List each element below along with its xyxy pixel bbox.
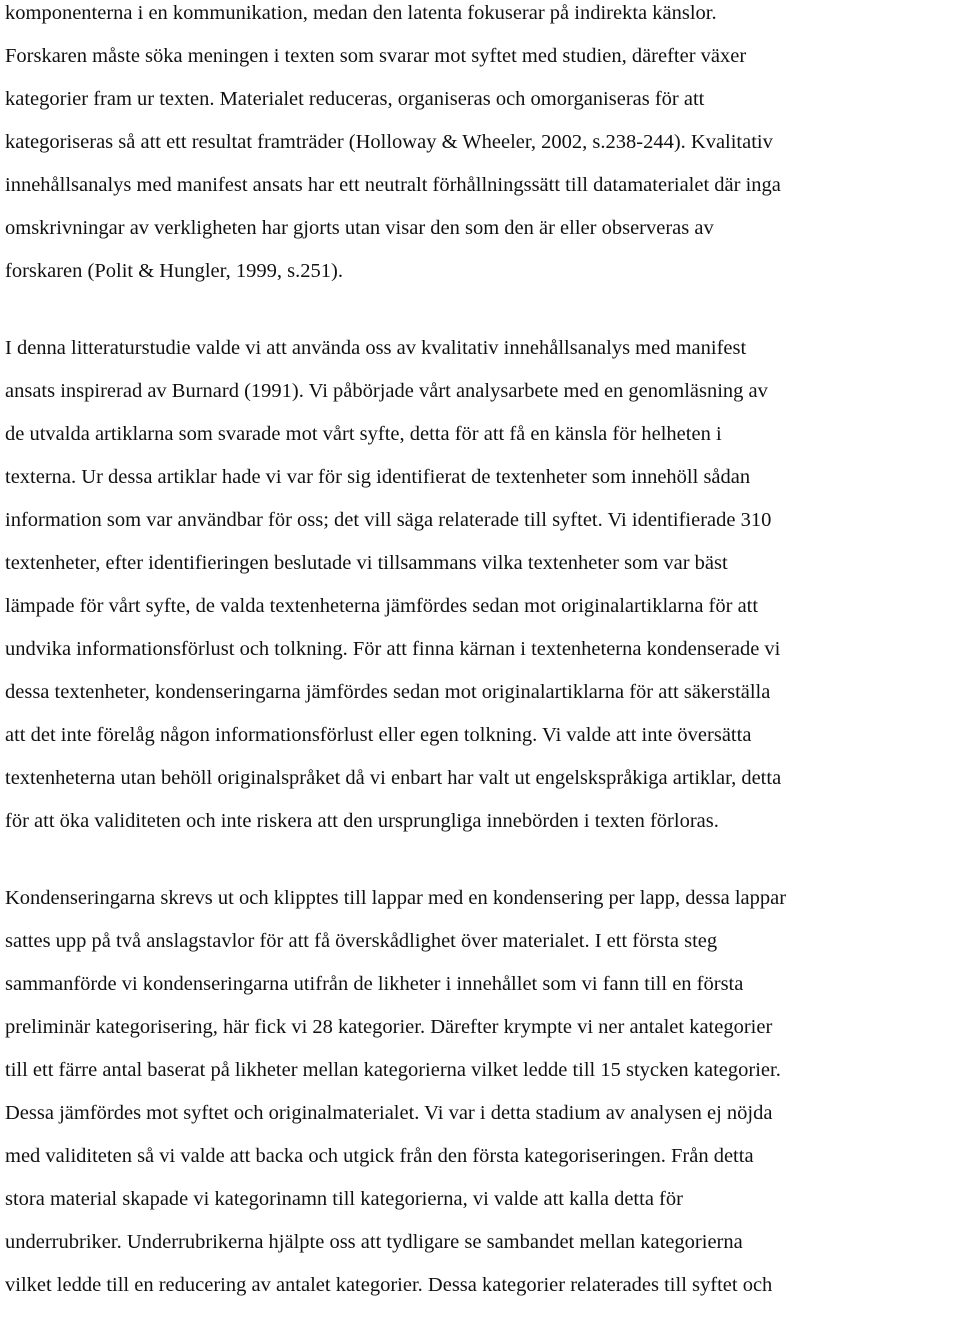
text-line: lämpade för vårt syfte, de valda textenheterna jämfördes sedan mot originalartiklarna för att [5, 595, 759, 617]
text-line: kategoriseras så att ett resultat framträder (Holloway & Wheeler, 2002, s.238-244). Kvalitativ [5, 131, 773, 153]
text-line: I denna litteraturstudie valde vi att använda oss av kvalitativ innehållsanalys med manifest [5, 337, 747, 359]
text-line: texterna. Ur dessa artiklar hade vi var för sig identifierat de textenheter som innehöll sådan [5, 466, 751, 488]
text-line: de utvalda artiklarna som svarade mot vårt syfte, detta för att få en känsla för helheten i [5, 423, 722, 445]
text-line: kategorier fram ur texten. Materialet reduceras, organiseras och omorganiseras för att [5, 88, 705, 110]
text-line: komponenterna i en kommunikation, medan den latenta fokuserar på indirekta känslor. [5, 2, 717, 24]
text-line: forskaren (Polit & Hungler, 1999, s.251). [5, 260, 343, 282]
text-line: information som var användbar för oss; det vill säga relaterade till syftet. Vi identifierade 310 [5, 509, 772, 531]
text-line: underrubriker. Underrubrikerna hjälpte oss att tydligare se sambandet mellan kategorierna [5, 1231, 743, 1253]
paragraph-categorization [5, 877, 958, 1307]
text-line: ansats inspirerad av Burnard (1991). Vi påbörjade vårt analysarbete med en genomläsning av [5, 380, 768, 402]
text-line: stora material skapade vi kategorinamn till kategorierna, vi valde att kalla detta för [5, 1188, 683, 1210]
text-line: innehållsanalys med manifest ansats har ett neutralt förhållningssätt till datamaterialet där inga [5, 174, 781, 196]
text-line: med validiteten så vi valde att backa och utgick från den första kategoriseringen. Från detta [5, 1145, 754, 1167]
text-line: att det inte förelåg någon informationsförlust eller egen tolkning. Vi valde att inte översätta [5, 724, 752, 746]
paragraph-analysis-process [5, 327, 958, 843]
text-line: till ett färre antal baserat på likheter mellan kategorierna vilket ledde till 15 stycken kategorier. [5, 1059, 781, 1081]
text-line: textenheterna utan behöll originalspråket då vi enbart har valt ut engelskspråkiga artiklar, detta [5, 767, 782, 789]
text-line: sattes upp på två anslagstavlor för att få överskådlighet över materialet. I ett första steg [5, 930, 718, 952]
text-line: sammanförde vi kondenseringarna utifrån de likheter i innehållet som vi fann till en första [5, 973, 744, 995]
text-line: Kondenseringarna skrevs ut och klipptes till lappar med en kondensering per lapp, dessa lappar [5, 887, 787, 909]
text-line: dessa textenheter, kondenseringarna jämfördes sedan mot originalartiklarna för att säkerställa [5, 681, 771, 703]
text-line: preliminär kategorisering, här fick vi 28 kategorier. Därefter krympte vi ner antalet kategorier [5, 1016, 773, 1038]
text-line: Dessa jämfördes mot syftet och originalmaterialet. Vi var i detta stadium av analysen ej nöjda [5, 1102, 773, 1124]
text-line: undvika informationsförlust och tolkning. För att finna kärnan i textenheterna kondenserade vi [5, 638, 781, 660]
text-line: för att öka validiteten och inte riskera att den ursprungliga innebörden i texten förloras. [5, 810, 719, 832]
text-line: textenheter, efter identifieringen beslutade vi tillsammans vilka textenheter som var bäst [5, 552, 728, 574]
text-line: Forskaren måste söka meningen i texten som svarar mot syftet med studien, därefter växer [5, 45, 747, 67]
text-line: vilket ledde till en reducering av antalet kategorier. Dessa kategorier relaterades till syftet och [5, 1274, 773, 1296]
text-line: omskrivningar av verkligheten har gjorts utan visar den som den är eller observeras av [5, 217, 714, 239]
document-page [5, 0, 958, 1307]
paragraph-method-description [5, 0, 958, 293]
